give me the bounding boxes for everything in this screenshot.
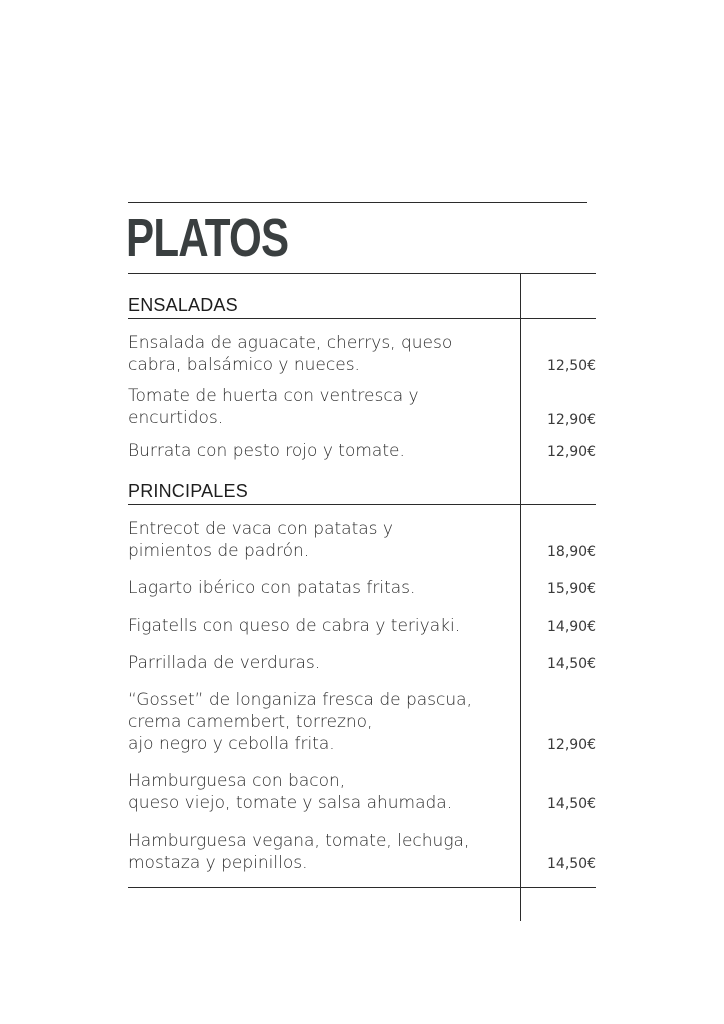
- menu-item-name: Hamburguesa con bacon, queso viejo, tomate y salsa ahumada.: [128, 771, 453, 813]
- menu-item-price: 18,90€: [547, 544, 596, 560]
- page-title: PLATOS: [126, 208, 289, 268]
- principales-underline: [128, 504, 596, 505]
- top-rule: [128, 202, 587, 203]
- menu-item-name: Tomate de huerta con ventresca y encurtidos.: [128, 386, 419, 428]
- menu-item-price: 14,90€: [547, 619, 596, 635]
- section-heading-ensaladas: ENSALADAS: [128, 295, 238, 315]
- menu-item-name: Ensalada de aguacate, cherrys, queso cabra, balsámico y nueces.: [128, 333, 453, 375]
- section-heading-principales: PRINCIPALES: [128, 481, 248, 501]
- menu-item-price: 14,50€: [547, 796, 596, 812]
- bottom-rule: [128, 887, 596, 888]
- menu-item-price: 12,90€: [547, 412, 596, 428]
- menu-item-name: Parrillada de verduras.: [128, 653, 321, 673]
- menu-item-price: 14,50€: [547, 856, 596, 872]
- menu-item-name: Lagarto ibérico con patatas fritas.: [128, 578, 416, 598]
- menu-item-name: Burrata con pesto rojo y tomate.: [128, 441, 405, 461]
- menu-item-price: 12,90€: [547, 737, 596, 753]
- menu-item-price: 12,50€: [547, 358, 596, 374]
- menu-item-name: “Gosset” de longaniza fresca de pascua, crema camembert, torrezno, ajo negro y cebolla frita.: [128, 690, 472, 754]
- menu-item-name: Entrecot de vaca con patatas y pimientos de padrón.: [128, 519, 393, 561]
- menu-item-price: 15,90€: [547, 581, 596, 597]
- menu-item-name: Hamburguesa vegana, tomate, lechuga, mostaza y pepinillos.: [128, 831, 470, 873]
- title-underline: [128, 273, 596, 274]
- menu-item-price: 14,50€: [547, 656, 596, 672]
- ensaladas-underline: [128, 318, 596, 319]
- menu-item-name: Figatells con queso de cabra y teriyaki.: [128, 616, 461, 636]
- menu-item-price: 12,90€: [547, 444, 596, 460]
